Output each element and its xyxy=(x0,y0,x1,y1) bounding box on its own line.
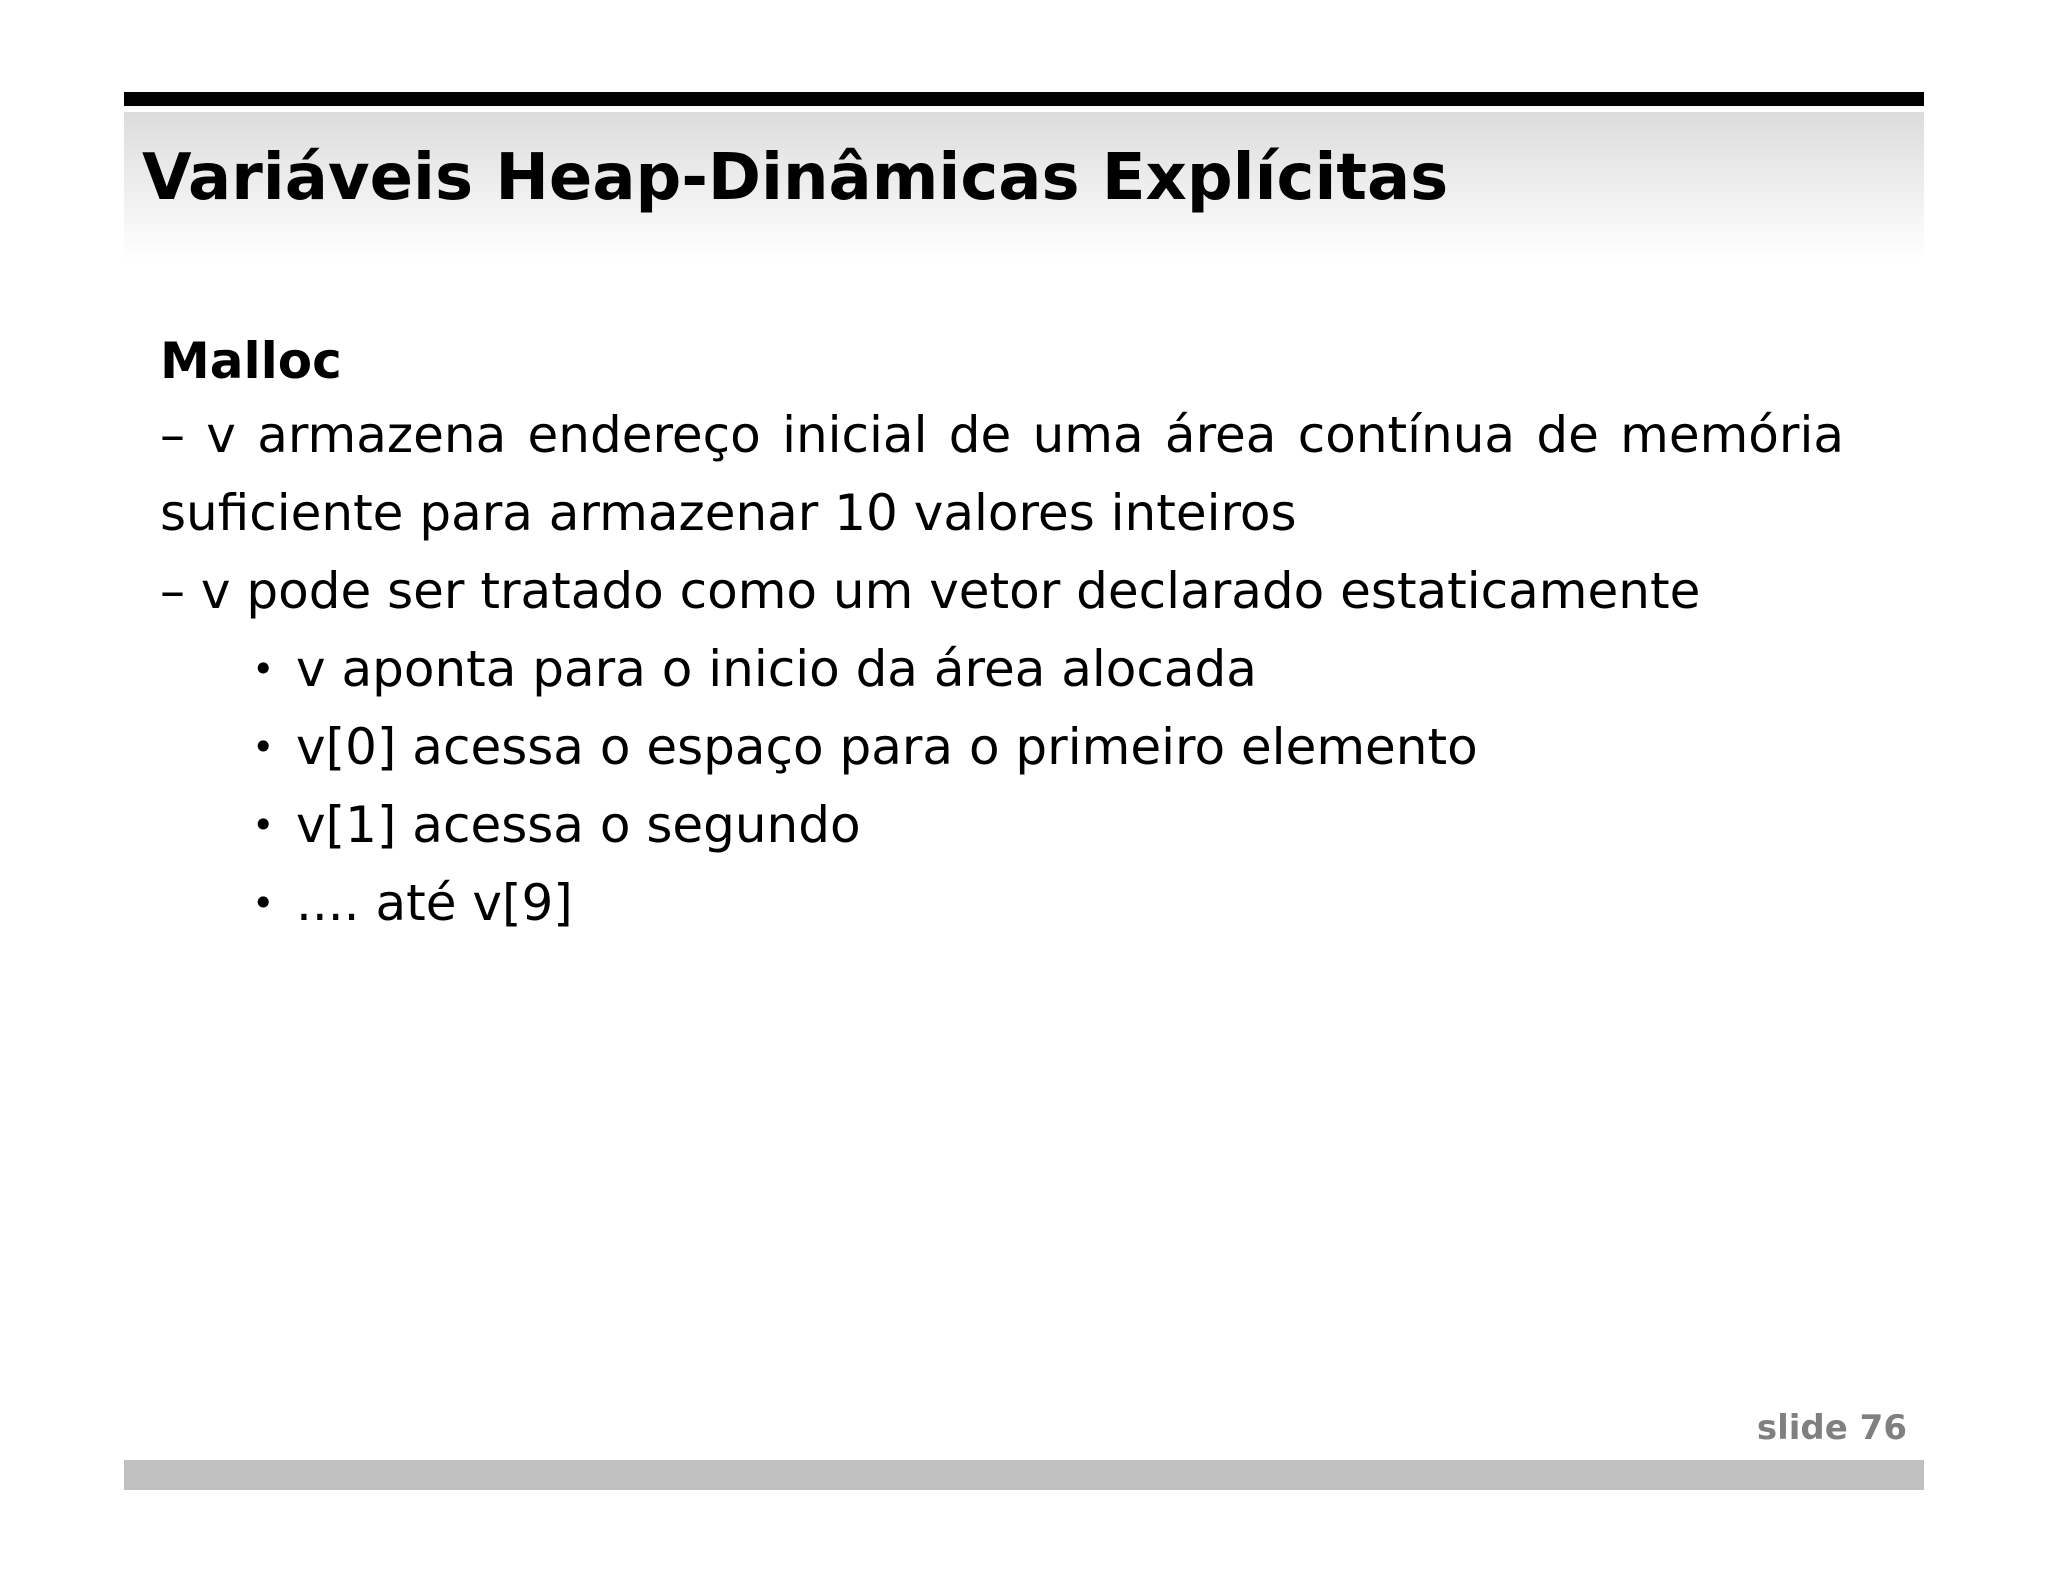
sub-bullet-item xyxy=(252,864,1844,942)
top-rule xyxy=(124,92,1924,106)
dash-item: – v armazena endereço inicial de uma área contínua de memória suficiente para armazenar 10 valores inteiros xyxy=(160,406,1844,542)
bullet-icon: • xyxy=(252,881,275,925)
sub-bullet-text: .... até v[9] xyxy=(296,874,573,932)
bullet-icon: • xyxy=(252,803,275,847)
dash-item: – v pode ser tratado como um vetor declarado estaticamente xyxy=(160,562,1701,620)
bullet-icon: • xyxy=(252,725,275,769)
section-heading: Malloc xyxy=(160,332,342,390)
slide-title: Variáveis Heap-Dinâmicas Explícitas xyxy=(142,141,1449,215)
slide-number: slide 76 xyxy=(1756,1408,1907,1448)
sub-bullet-text: v[1] acessa o segundo xyxy=(296,796,861,854)
sub-bullet-text: v[0] acessa o espaço para o primeiro elemento xyxy=(296,718,1478,776)
sub-bullet-item xyxy=(252,786,1844,864)
bullet-icon: • xyxy=(252,647,275,691)
sub-bullet-item xyxy=(252,630,1844,708)
sub-bullet-text: v aponta para o inicio da área alocada xyxy=(296,640,1257,698)
sub-bullet-item xyxy=(252,708,1844,786)
slide-body xyxy=(160,326,1844,942)
footer-bar xyxy=(124,1460,1924,1490)
sub-bullet-list xyxy=(160,630,1844,942)
